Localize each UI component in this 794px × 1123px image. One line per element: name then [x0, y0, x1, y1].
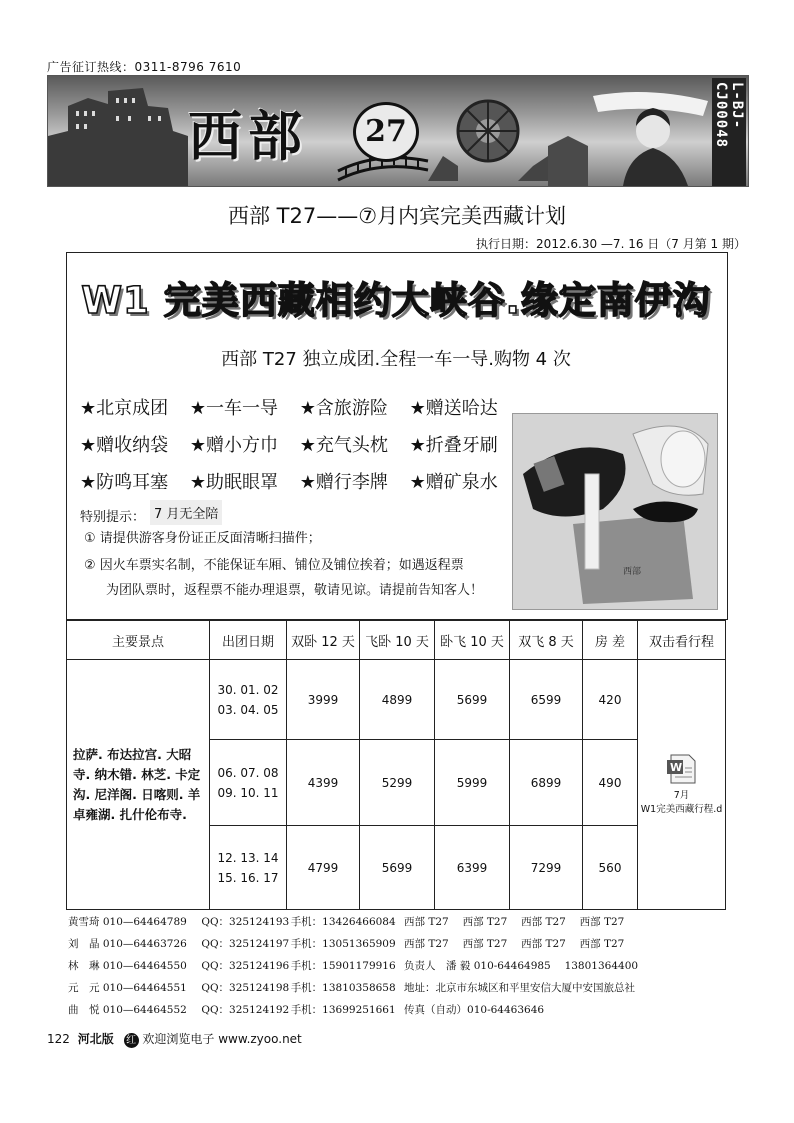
feature-item: ★助眠眼罩	[189, 472, 279, 493]
price-cell: 6599	[510, 660, 583, 740]
edition-label: 河北版	[77, 1032, 114, 1046]
contact-extra: 西部 T27 西部 T27 西部 T27 西部 T27	[404, 938, 625, 950]
contact-row	[68, 980, 635, 995]
contact-qq: QQ：325124197	[201, 938, 290, 950]
col-header: 房 差	[583, 621, 638, 660]
col-header: 主要景点	[67, 621, 210, 660]
price-cell: 4399	[287, 740, 360, 826]
contact-mobile: 手机：13810358658	[290, 982, 396, 994]
col-header: 卧飞 10 天	[435, 621, 510, 660]
banner	[47, 75, 749, 187]
contact-extra: 西部 T27 西部 T27 西部 T27 西部 T27	[404, 916, 625, 928]
price-cell: 5699	[360, 826, 435, 910]
date-cell	[210, 660, 287, 740]
website-slogan[interactable]: 欢迎浏览电子 www.zyoo.net	[142, 1032, 302, 1046]
note-line: 为团队票时，返程票不能办理退票，敬请见谅。请提前告知客人！	[106, 583, 484, 598]
brand-badge-icon: 红	[124, 1033, 139, 1048]
banner-code: L-BJ-CJ00048	[712, 78, 746, 186]
feature-item: ★北京成团	[80, 398, 169, 419]
contact-extra: 负责人 潘 毅 010-64464985 13801364400	[404, 960, 639, 972]
note-line: ① 请提供游客身份证正反面清晰扫描件；	[84, 531, 321, 546]
sights-cell: 拉萨. 布达拉宫. 大昭寺. 纳木错. 林芝. 卡定沟. 尼洋阁. 日喀则. 羊卓雍湖. 扎什伦布寺.	[67, 660, 210, 910]
col-header: 双卧 12 天	[287, 621, 360, 660]
contact-mobile: 手机：15901179916	[290, 960, 396, 972]
contact-mobile: 手机：13426466084	[290, 916, 396, 928]
product-headline: W1 完美西藏相约大峡谷.缘定南伊沟	[81, 279, 711, 322]
note-line: ② 因火车票实名制，不能保证车厢、铺位及铺位挨着；如遇返程票	[84, 558, 464, 573]
room-diff-cell: 420	[583, 660, 638, 740]
date-line: 03. 04. 05	[217, 702, 279, 717]
price-cell: 4799	[287, 826, 360, 910]
contact-row	[68, 958, 638, 973]
brand-logo-number: 27	[353, 102, 419, 162]
page-number: 122	[47, 1032, 70, 1046]
feature-item: ★充气头枕	[299, 435, 388, 456]
price-cell: 6399	[435, 826, 510, 910]
feature-item: ★赠小方巾	[189, 435, 279, 456]
plan-title: 西部 T27——⑦月内宾完美西藏计划	[227, 204, 567, 228]
file-label[interactable]: 7月	[673, 790, 690, 801]
svg-text:W: W	[669, 761, 682, 774]
date-cell	[210, 826, 287, 910]
table-row	[67, 660, 726, 740]
feature-item: ★折叠牙刷	[409, 435, 498, 456]
contact-name-phone: 曲 悦 010—64464552	[68, 1004, 187, 1016]
table-header-row	[67, 621, 726, 660]
contact-qq: QQ：325124198	[201, 982, 290, 994]
travel-kit-photo	[512, 413, 718, 610]
price-cell: 3999	[287, 660, 360, 740]
date-cell	[210, 740, 287, 826]
contact-row	[68, 914, 624, 929]
price-cell: 5299	[360, 740, 435, 826]
date-line: 15. 16. 17	[217, 870, 279, 885]
date-line: 12. 13. 14	[217, 850, 279, 865]
col-header: 双击看行程	[638, 621, 726, 660]
room-diff-cell: 490	[583, 740, 638, 826]
price-cell: 6899	[510, 740, 583, 826]
contact-extra: 地址：北京市东城区和平里安信大厦中安国旅总社	[404, 982, 636, 994]
feature-item: ★赠行李牌	[299, 472, 388, 493]
brand-logo-text: 西部	[188, 104, 308, 168]
itinerary-cell	[638, 660, 726, 910]
contact-qq: QQ：325124193	[201, 916, 290, 928]
contact-name-phone: 刘 晶 010—64463726	[68, 938, 187, 950]
room-diff-cell: 560	[583, 826, 638, 910]
col-header: 双飞 8 天	[510, 621, 583, 660]
contact-mobile: 手机：13051365909	[290, 938, 396, 950]
contact-name-phone: 黄雪琦 010—64464789	[68, 916, 187, 928]
contact-row	[68, 936, 624, 951]
feature-item: ★赠矿泉水	[409, 472, 498, 493]
price-cell: 4899	[360, 660, 435, 740]
feature-item: ★赠收纳袋	[80, 435, 169, 456]
notice-value: 7 月无全陪	[150, 500, 222, 525]
contact-name-phone: 林 琳 010—64464550	[68, 960, 187, 972]
notice-label: 特别提示：	[80, 510, 146, 525]
date-line: 09. 10. 11	[217, 785, 279, 800]
product-subhead: 西部 T27 独立成团.全程一车一导.购物 4 次	[221, 349, 571, 370]
col-header: 飞卧 10 天	[360, 621, 435, 660]
date-line: 30. 01. 02	[217, 682, 279, 697]
col-header: 出团日期	[210, 621, 287, 660]
page-footer	[47, 1030, 302, 1048]
contact-row	[68, 1002, 544, 1017]
feature-item: ★防鸣耳塞	[80, 472, 169, 493]
word-document-icon[interactable]	[665, 754, 699, 787]
price-table	[66, 620, 726, 910]
contact-qq: QQ：325124192	[201, 1004, 290, 1016]
feature-item: ★赠送哈达	[409, 398, 498, 419]
contact-mobile: 手机：13699251661	[290, 1004, 396, 1016]
contact-name-phone: 元 元 010—64464551	[68, 982, 187, 994]
feature-item: ★一车一导	[189, 398, 279, 419]
contact-qq: QQ：325124196	[201, 960, 290, 972]
execution-date: 执行日期：2012.6.30 —7. 16 日（7 月第 1 期）	[476, 237, 746, 251]
price-cell: 5999	[435, 740, 510, 826]
price-cell: 5699	[435, 660, 510, 740]
date-line: 06. 07. 08	[217, 765, 279, 780]
feature-row	[80, 394, 514, 420]
feature-item: ★含旅游险	[299, 398, 388, 419]
price-cell: 7299	[510, 826, 583, 910]
feature-row	[80, 431, 514, 457]
svg-text:西部: 西部	[623, 567, 642, 577]
file-label[interactable]: W1完美西藏行程.d	[640, 804, 723, 815]
contact-extra: 传真（自动）010-64463646	[404, 1004, 545, 1016]
feature-row	[80, 468, 514, 494]
ad-hotline: 广告征订热线：0311-8796 7610	[47, 60, 242, 74]
